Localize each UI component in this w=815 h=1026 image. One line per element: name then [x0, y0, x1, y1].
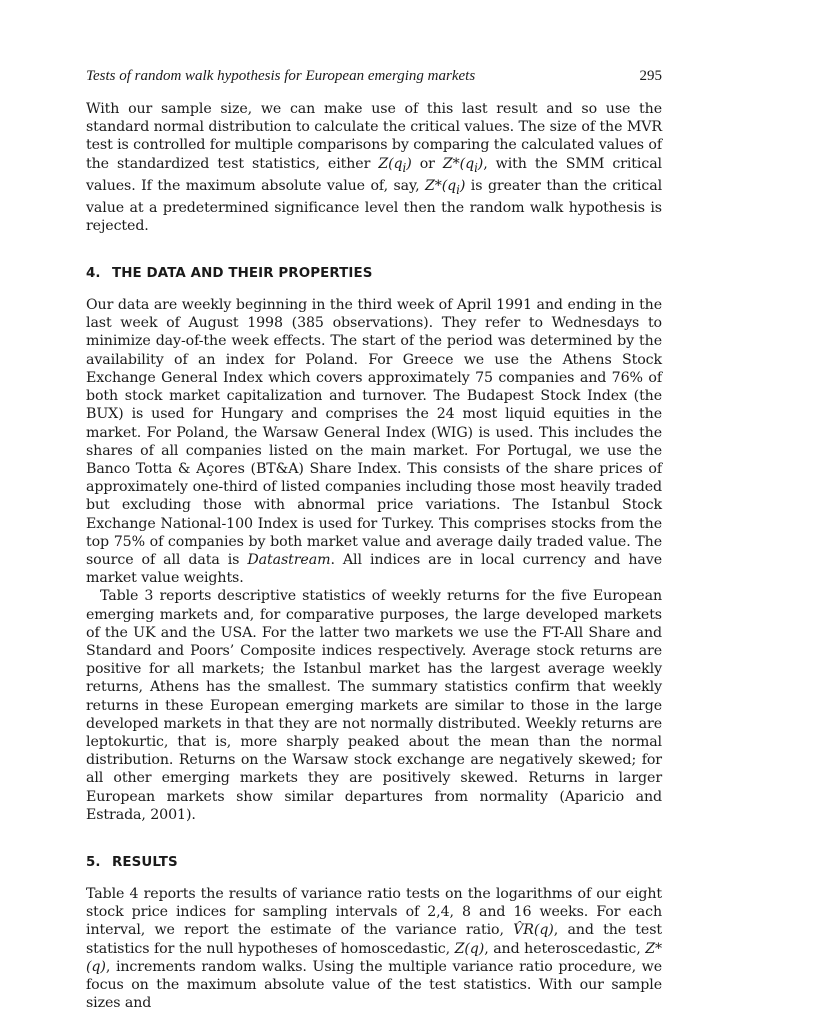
running-title: Tests of random walk hypothesis for European emerging markets [86, 68, 476, 84]
intro-text-1: With our sample size, we can make use of this last result and so use the standard normal distribution to calculate the critical values. The size of the MVR test is controlled for multiple comparisons by comparing the calculated values of the standardized test statistics, either [86, 101, 662, 172]
formula-z-qi: $Z(q_i)$ [378, 155, 412, 175]
formula-vr-hat: V̂R(q) [513, 922, 554, 939]
formula-zstar-qi: $Z*(q_i)$ [442, 155, 484, 175]
formula-zstar-qi-2: $Z*(q_i)$ [425, 177, 466, 197]
section-5-title: RESULTS [112, 854, 178, 870]
page-number: 295 [639, 68, 662, 84]
section-5-number: 5. [86, 854, 101, 870]
intro-paragraph [86, 100, 662, 235]
section-5-paragraph-1: Table 4 reports the results of variance ratio tests on the logarithms of our eight stock price indices for sampling intervals of 2,4, 8 and 16 weeks. For each interval, we report the estimate of the variance ratio, V̂R(q), and the test statistics for the null hypotheses of homoscedastic, Z(q), and heteroscedastic, Z*(q), increments random walks. Using the multiple variance ratio procedure, we focus on the maximum absolute value of the test statistics. With our sample sizes and [86, 885, 662, 1012]
formula-zstar-q: Z*(q) [86, 940, 662, 975]
running-header [86, 68, 662, 90]
intro-or: or [411, 155, 443, 172]
section-4-paragraph-2: Table 3 reports descriptive statistics of weekly returns for the five European emerging markets and, for comparative purposes, the large developed markets of the UK and the USA. For the latter two markets we use the FT-All Share and Standard and Poors’ Composite indices respectively. Average stock returns are positive for all markets; the Istanbul market has the largest average weekly returns, Athens has the smallest. The summary statistics confirm that weekly returns in these European emerging markets are similar to those in the large developed markets in that they are not normally distributed. Weekly returns are leptokurtic, that is, more sharply peaked about the mean than the normal distribution. Returns on the Warsaw stock exchange are negatively skewed; for all other emerging markets they are positively skewed. Returns in larger European markets show similar departures from normality (Aparicio and Estrada, 2001). [86, 588, 662, 823]
section-4-paragraph-1: Our data are weekly beginning in the third week of April 1991 and ending in the last week of August 1998 (385 observations). They refer to Wednesdays to minimize day-of-the week effects. The start of the period was determined by the availability of an index for Poland. For Greece we use the Athens Stock Exchange General Index which covers approximately 75 companies and 76% of both stock market capitalization and turnover. The Budapest Stock Index (the BUX) is used for Hungary and comprises the 24 most liquid equities in the market. For Poland, the Warsaw General Index (WIG) is used. This includes the shares of all companies listed on the main market. For Portugal, we use the Banco Totta & Açores (BT&A) Share Index. This consists of the share prices of approximately one-third of listed companies including those most heavily traded but excluding those with abnormal price variations. The Istanbul Stock Exchange National-100 Index is used for Turkey. This comprises stocks from the top 75% of companies by both market value and average daily traded value. The source of all data is Datastream. All indices are in local currency and have market value weights. [86, 297, 662, 587]
page-body [86, 100, 662, 1012]
section-4-title: THE DATA AND THEIR PROPERTIES [112, 266, 373, 282]
intro-text-3: is greater than the critical value at a predetermined significance level then the random walk hypothesis is rejected. [86, 177, 663, 234]
section-4-number: 4. [86, 266, 101, 282]
section-5-heading [86, 854, 662, 872]
section-4-heading [86, 265, 662, 283]
intro-text-2: , with the SMM critical values. If the maximum absolute value of, say, [86, 155, 662, 194]
source-datastream: Datastream [247, 551, 331, 568]
formula-z-q: Z(q) [454, 940, 485, 957]
